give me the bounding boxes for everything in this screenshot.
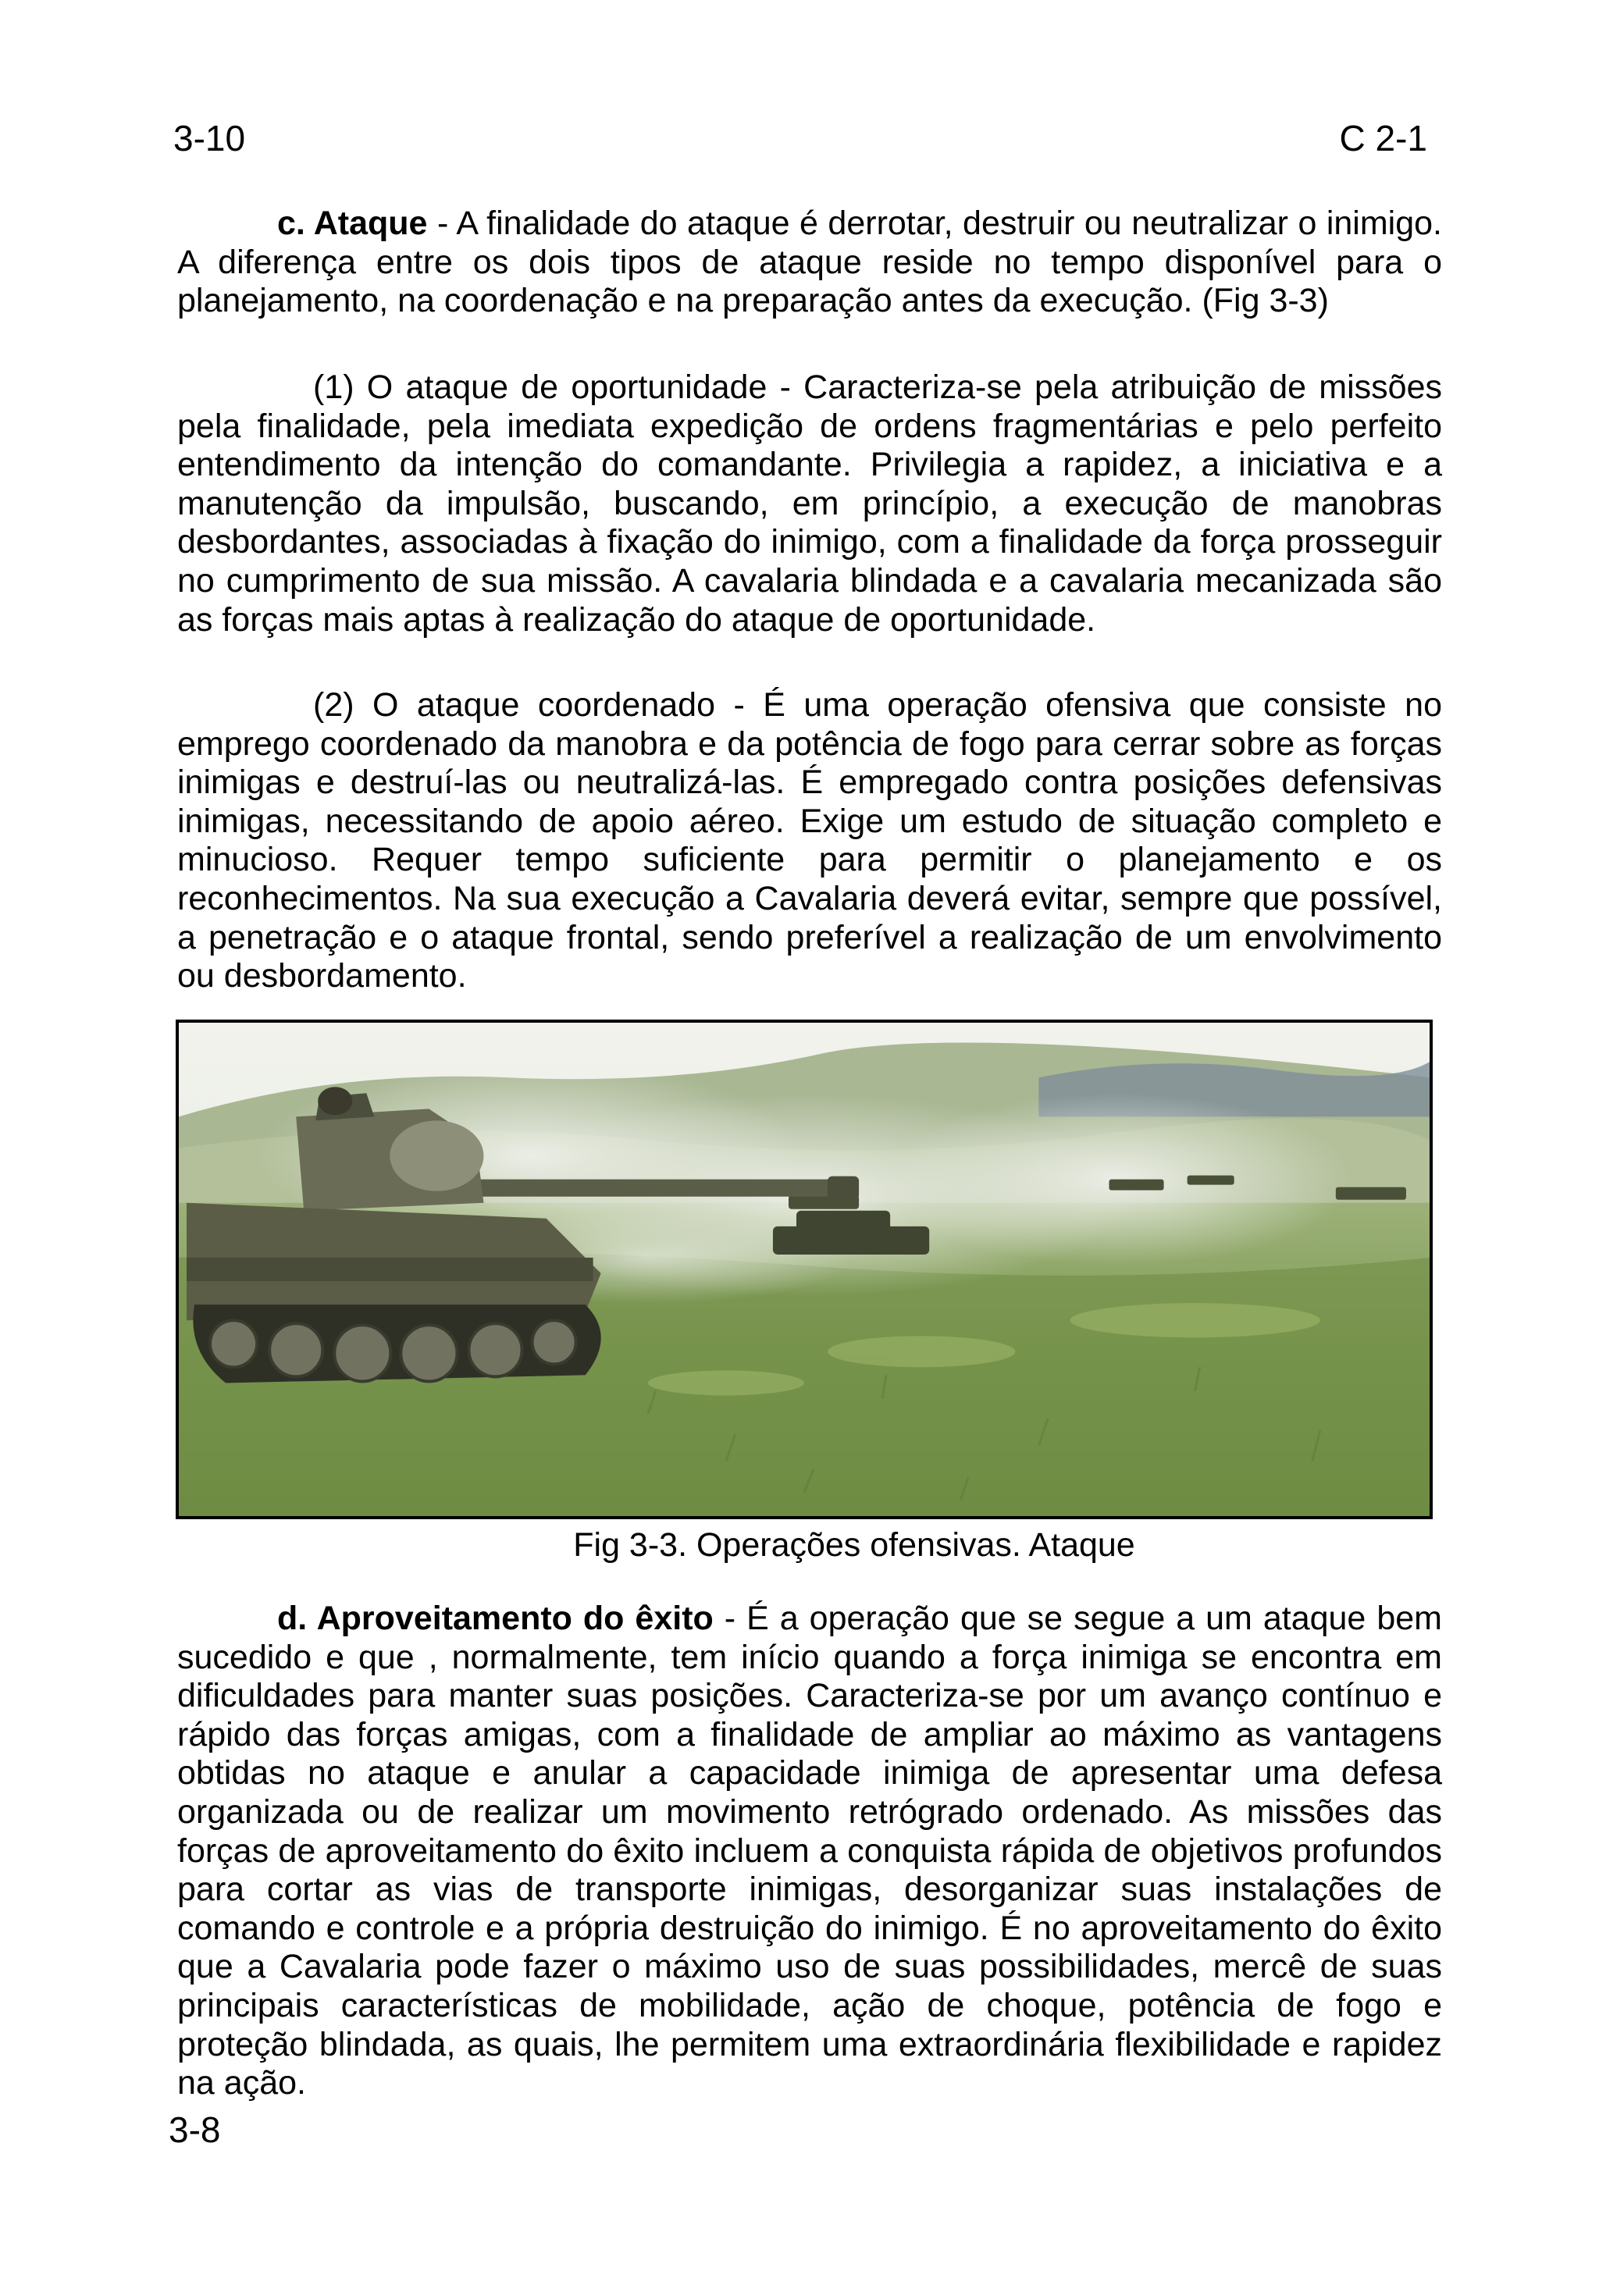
- figure-caption: [0, 1525, 1599, 1564]
- paragraph-c-body: - A finalidade do ataque é derrotar, destruir ou neutralizar o inimigo. A diferença entre os dois tipos de ataque reside no tempo disponível para o planejamento, na coordenação e na preparação antes da execução. (Fig 3-3): [177, 205, 1443, 320]
- page-footer-number: 3-8: [169, 2109, 221, 2150]
- paragraph-c-ataque: [177, 205, 1442, 321]
- paragraph-ataque-coordenado: (2) O ataque coordenado - É uma operação ofensiva que consiste no emprego coordenado da manobra e da potência de fogo para cerrar sobre as forças inimigas e destruí-las ou neutralizá-las. É empregado contra posições defensivas inimigas, necessitando de apoio aéreo. Exige um estudo de situação completo e minucioso. Requer tempo suficiente para permitir o planejamento e os reconhecimentos. Na sua execução a Cavalaria deverá evitar, sempre que possível, a penetração e o ataque frontal, sendo preferível a realização de um envolvimento ou desbordamento.: [177, 686, 1442, 995]
- paragraph-d-aproveitamento: [177, 1600, 1442, 2103]
- paragraph-d-body: - É a operação que se segue a um ataque bem sucedido e que , normalmente, tem início quando a força inimiga se encontra em dificuldades para manter suas posições. Caracteriza-se por um avanço contínuo e rápido das forças amigas, com a finalidade de ampliar ao máximo as vantagens obtidas no ataque e anular a capacidade inimiga de apresentar uma defesa organizada ou de realizar um movimento retrógrado ordenado. As missões das forças de aproveitamento do êxito incluem a conquista rápida de objetivos profundos para cortar as vias de transporte inimigas, desorganizar suas instalações de comando e controle e a própria destruição do inimigo. É no aproveitamento do êxito que a Cavalaria pode fazer o máximo uso de suas possibilidades, mercê de suas principais características de mobilidade, ação de choque, potência de fogo e proteção blindada, as quais, lhe permitem uma extraordinária flexibilidade e rapidez na ação.: [177, 1600, 1442, 2102]
- paragraph-ataque-oportunidade: (1) O ataque de oportunidade - Caracteriza-se pela atribuição de missões pela finalidade, pela imediata expedição de ordens fragmentárias e pelo perfeito entendimento da intenção do comandante. Privilegia a rapidez, a iniciativa e a manutenção da impulsão, buscando, em princípio, a execução de manobras desbordantes, associadas à fixação do inimigo, com a finalidade da força prosseguir no cumprimento de sua missão. A cavalaria blindada e a cavalaria mecanizada são as forças mais aptas à realização do ataque de oportunidade.: [177, 368, 1442, 639]
- tank-photo-illustration: [179, 1023, 1430, 1516]
- figure-tank-photo: [176, 1020, 1433, 1519]
- paragraph-d-heading: d. Aproveitamento do êxito: [277, 1600, 714, 1637]
- page-header-right: C 2-1: [1339, 118, 1427, 158]
- paragraph-c-heading: c. Ataque: [277, 205, 428, 242]
- page-header-left: 3-10: [173, 118, 246, 158]
- figure-caption-text: Fig 3-3. Operações ofensivas. Ataque: [573, 1526, 1135, 1564]
